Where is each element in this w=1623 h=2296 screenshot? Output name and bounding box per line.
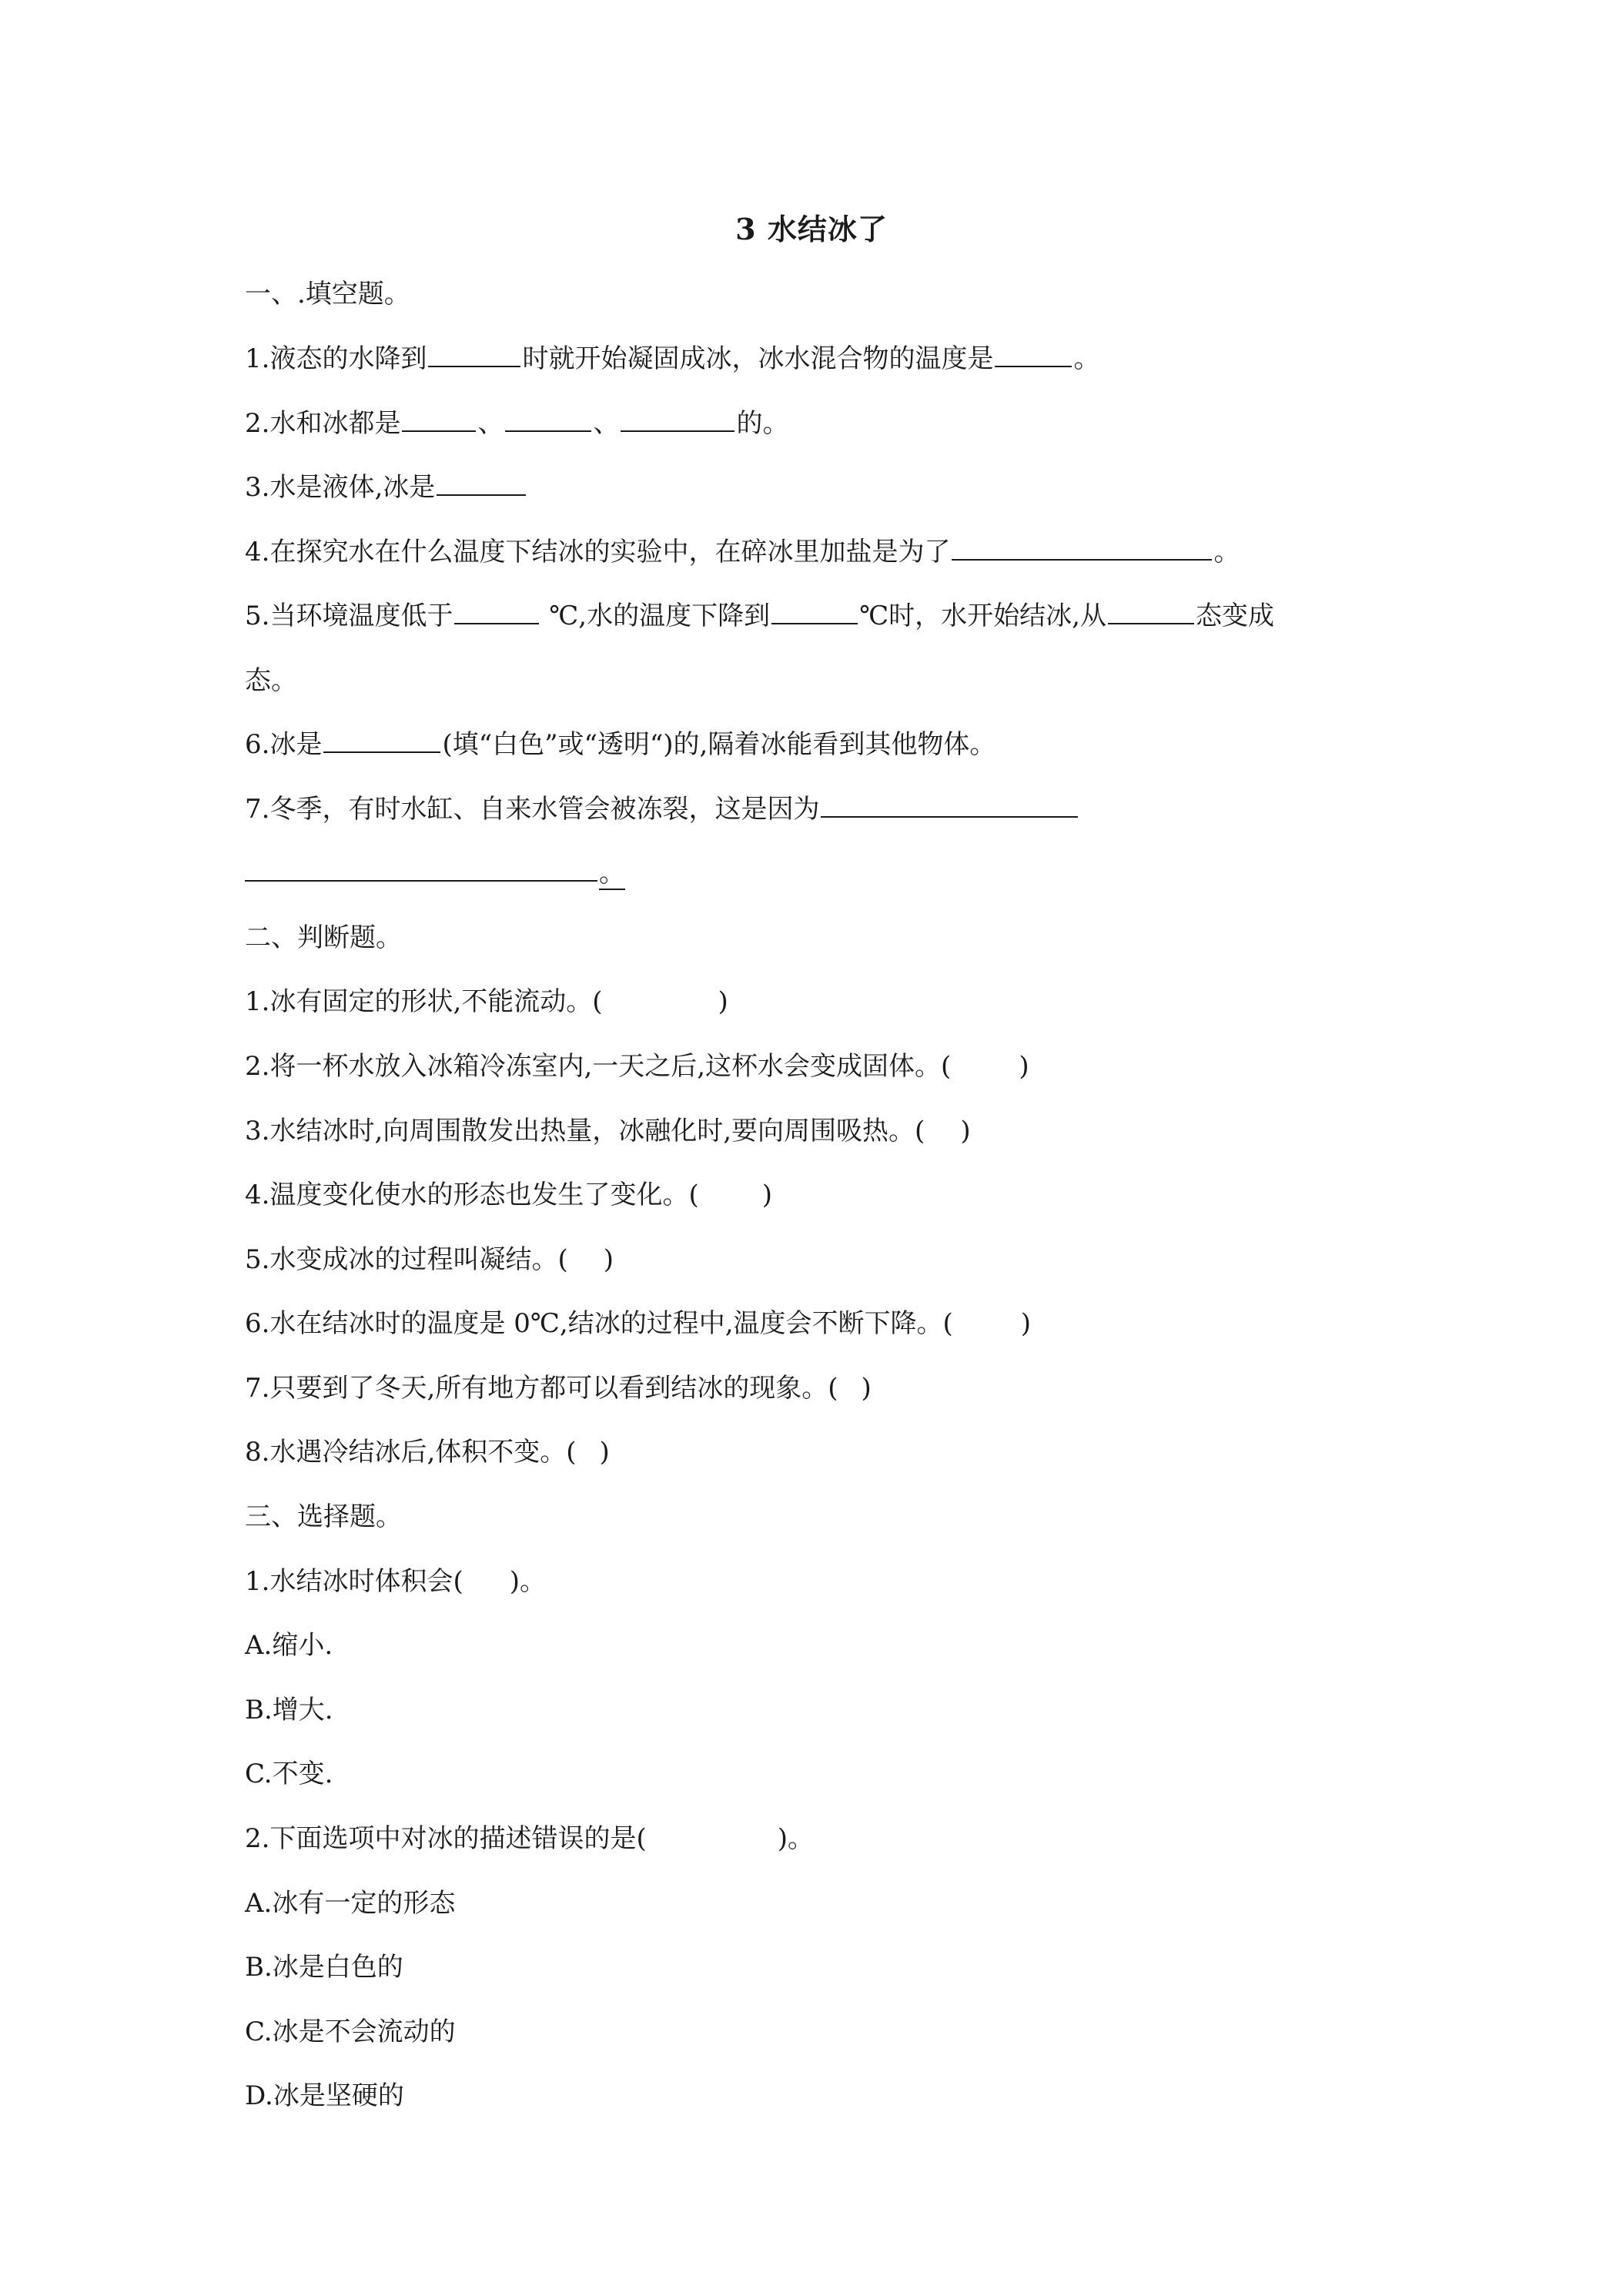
section-heading-multiple-choice: 三、选择题。 [245, 1501, 402, 1532]
fill-q7-text-b: 。 [599, 858, 625, 889]
judge-q2-close: ) [1019, 1051, 1029, 1082]
judge-q5-close: ) [603, 1244, 614, 1275]
fill-question-7-continued [245, 854, 625, 892]
fill-q2-text-d: 的。 [736, 408, 789, 439]
fill-q2-blank-3[interactable] [621, 404, 735, 432]
fill-question-2 [245, 404, 788, 443]
fill-q5-text-a: 5.当环境温度低于 [245, 601, 453, 631]
judge-q8-close: ) [599, 1437, 610, 1468]
fill-q6-text-a: 6.冰是 [245, 729, 323, 760]
choice-question-1 [245, 1562, 546, 1601]
fill-q1-blank-2[interactable] [995, 340, 1072, 367]
judge-q4-close: ) [761, 1180, 772, 1210]
fill-q7-blank-1[interactable] [821, 790, 1078, 818]
judge-q4-text: 4.温度变化使水的形态也发生了变化。( [245, 1180, 699, 1210]
judge-q3-text: 3.水结冰时,向周围散发出热量，冰融化时,要向周围吸热。( [245, 1116, 925, 1146]
fill-q6-text-b: (填“白色”或“透明“)的,隔着冰能看到其他物体。 [442, 729, 996, 760]
fill-q4-text-b: 。 [1213, 537, 1240, 567]
judge-q8-text: 8.水遇冷结冰后,体积不变。( [245, 1437, 577, 1468]
fill-q1-text-c: 。 [1073, 343, 1100, 374]
fill-q1-text-b: 时就开始凝固成冰，冰水混合物的温度是 [522, 343, 994, 374]
judge-q3-close: ) [960, 1116, 971, 1146]
fill-q3-blank-1[interactable] [437, 468, 526, 496]
judge-q1-close: ) [718, 986, 728, 1017]
fill-q5-blank-3[interactable] [1108, 597, 1194, 624]
choice-q1-option-a[interactable]: A.缩小. [245, 1630, 333, 1661]
fill-q5-text-b: ℃,水的温度下降到 [549, 601, 771, 631]
fill-q1-text-a: 1.液态的水降到 [245, 343, 427, 374]
judge-q6-close: ) [1020, 1308, 1032, 1339]
fill-q6-blank-1[interactable] [323, 725, 440, 753]
choice-q2-option-a[interactable]: A.冰有一定的形态 [245, 1888, 456, 1919]
fill-q2-text-b: 、 [477, 408, 504, 439]
fill-q1-blank-1[interactable] [428, 340, 520, 367]
section-heading-fill-blank: 一、.填空题。 [245, 279, 410, 310]
choice-q1-stem-close: )。 [509, 1566, 546, 1597]
judge-q7-text: 7.只要到了冬天,所有地方都可以看到结冰的现象。( [245, 1373, 838, 1404]
judge-question-4 [245, 1176, 772, 1214]
judge-question-2 [245, 1047, 1029, 1086]
judge-q1-text: 1.冰有固定的形状,不能流动。( [245, 986, 603, 1017]
fill-q2-text-c: 、 [593, 408, 620, 439]
judge-q7-close: ) [861, 1373, 872, 1404]
judge-q2-text: 2.将一杯水放入冰箱冷冻室内,一天之后,这杯水会变成固体。( [245, 1051, 952, 1082]
judge-question-7 [245, 1369, 872, 1407]
fill-q2-text-a: 2.水和冰都是 [245, 408, 401, 439]
fill-q3-text-a: 3.水是液体,冰是 [245, 472, 436, 503]
fill-question-6 [245, 725, 996, 764]
choice-q1-stem: 1.水结冰时体积会( [245, 1566, 463, 1597]
fill-q4-text-a: 4.在探究水在什么温度下结冰的实验中，在碎冰里加盐是为了 [245, 537, 951, 567]
fill-question-5 [245, 597, 1274, 635]
judge-question-6 [245, 1304, 1031, 1343]
fill-question-1 [245, 340, 1099, 378]
choice-q1-option-c[interactable]: C.不变. [245, 1759, 333, 1789]
choice-q2-stem-close: )。 [777, 1823, 814, 1854]
judge-q6-text: 6.水在结冰时的温度是 0℃,结冰的过程中,温度会不断下降。( [245, 1308, 953, 1339]
fill-q7-text-a: 7.冬季，有时水缸、自来水管会被冻裂，这是因为 [245, 794, 820, 825]
choice-q2-stem: 2.下面选项中对冰的描述错误的是( [245, 1823, 647, 1854]
judge-question-1 [245, 982, 728, 1021]
fill-q5-blank-1[interactable] [454, 597, 539, 624]
choice-q2-option-b[interactable]: B.冰是白色的 [245, 1952, 403, 1983]
judge-question-3 [245, 1112, 971, 1150]
choice-q1-option-b[interactable]: B.增大. [245, 1695, 333, 1725]
judge-question-5 [245, 1240, 614, 1279]
judge-q5-text: 5.水变成冰的过程叫凝结。( [245, 1244, 568, 1275]
fill-q2-blank-2[interactable] [505, 404, 591, 432]
fill-q4-blank-1[interactable] [952, 533, 1212, 561]
fill-q7-blank-2[interactable] [245, 854, 597, 882]
fill-question-5-continued: 态。 [245, 665, 297, 696]
fill-q5-text-c: ℃时，水开始结冰,从 [859, 601, 1106, 631]
judge-question-8 [245, 1433, 610, 1471]
fill-q5-text-d: 态变成 [1195, 601, 1274, 631]
section-heading-true-false: 二、判断题。 [245, 922, 402, 953]
choice-q2-option-c[interactable]: C.冰是不会流动的 [245, 2017, 456, 2047]
fill-question-4 [245, 533, 1240, 571]
choice-question-2 [245, 1819, 814, 1858]
choice-q2-option-d[interactable]: D.冰是坚硬的 [245, 2080, 404, 2111]
page-title: 3 水结冰了 [735, 212, 888, 246]
fill-q5-blank-2[interactable] [771, 597, 858, 624]
fill-q2-blank-1[interactable] [402, 404, 476, 432]
fill-question-3 [245, 468, 527, 507]
fill-question-7 [245, 790, 1079, 828]
